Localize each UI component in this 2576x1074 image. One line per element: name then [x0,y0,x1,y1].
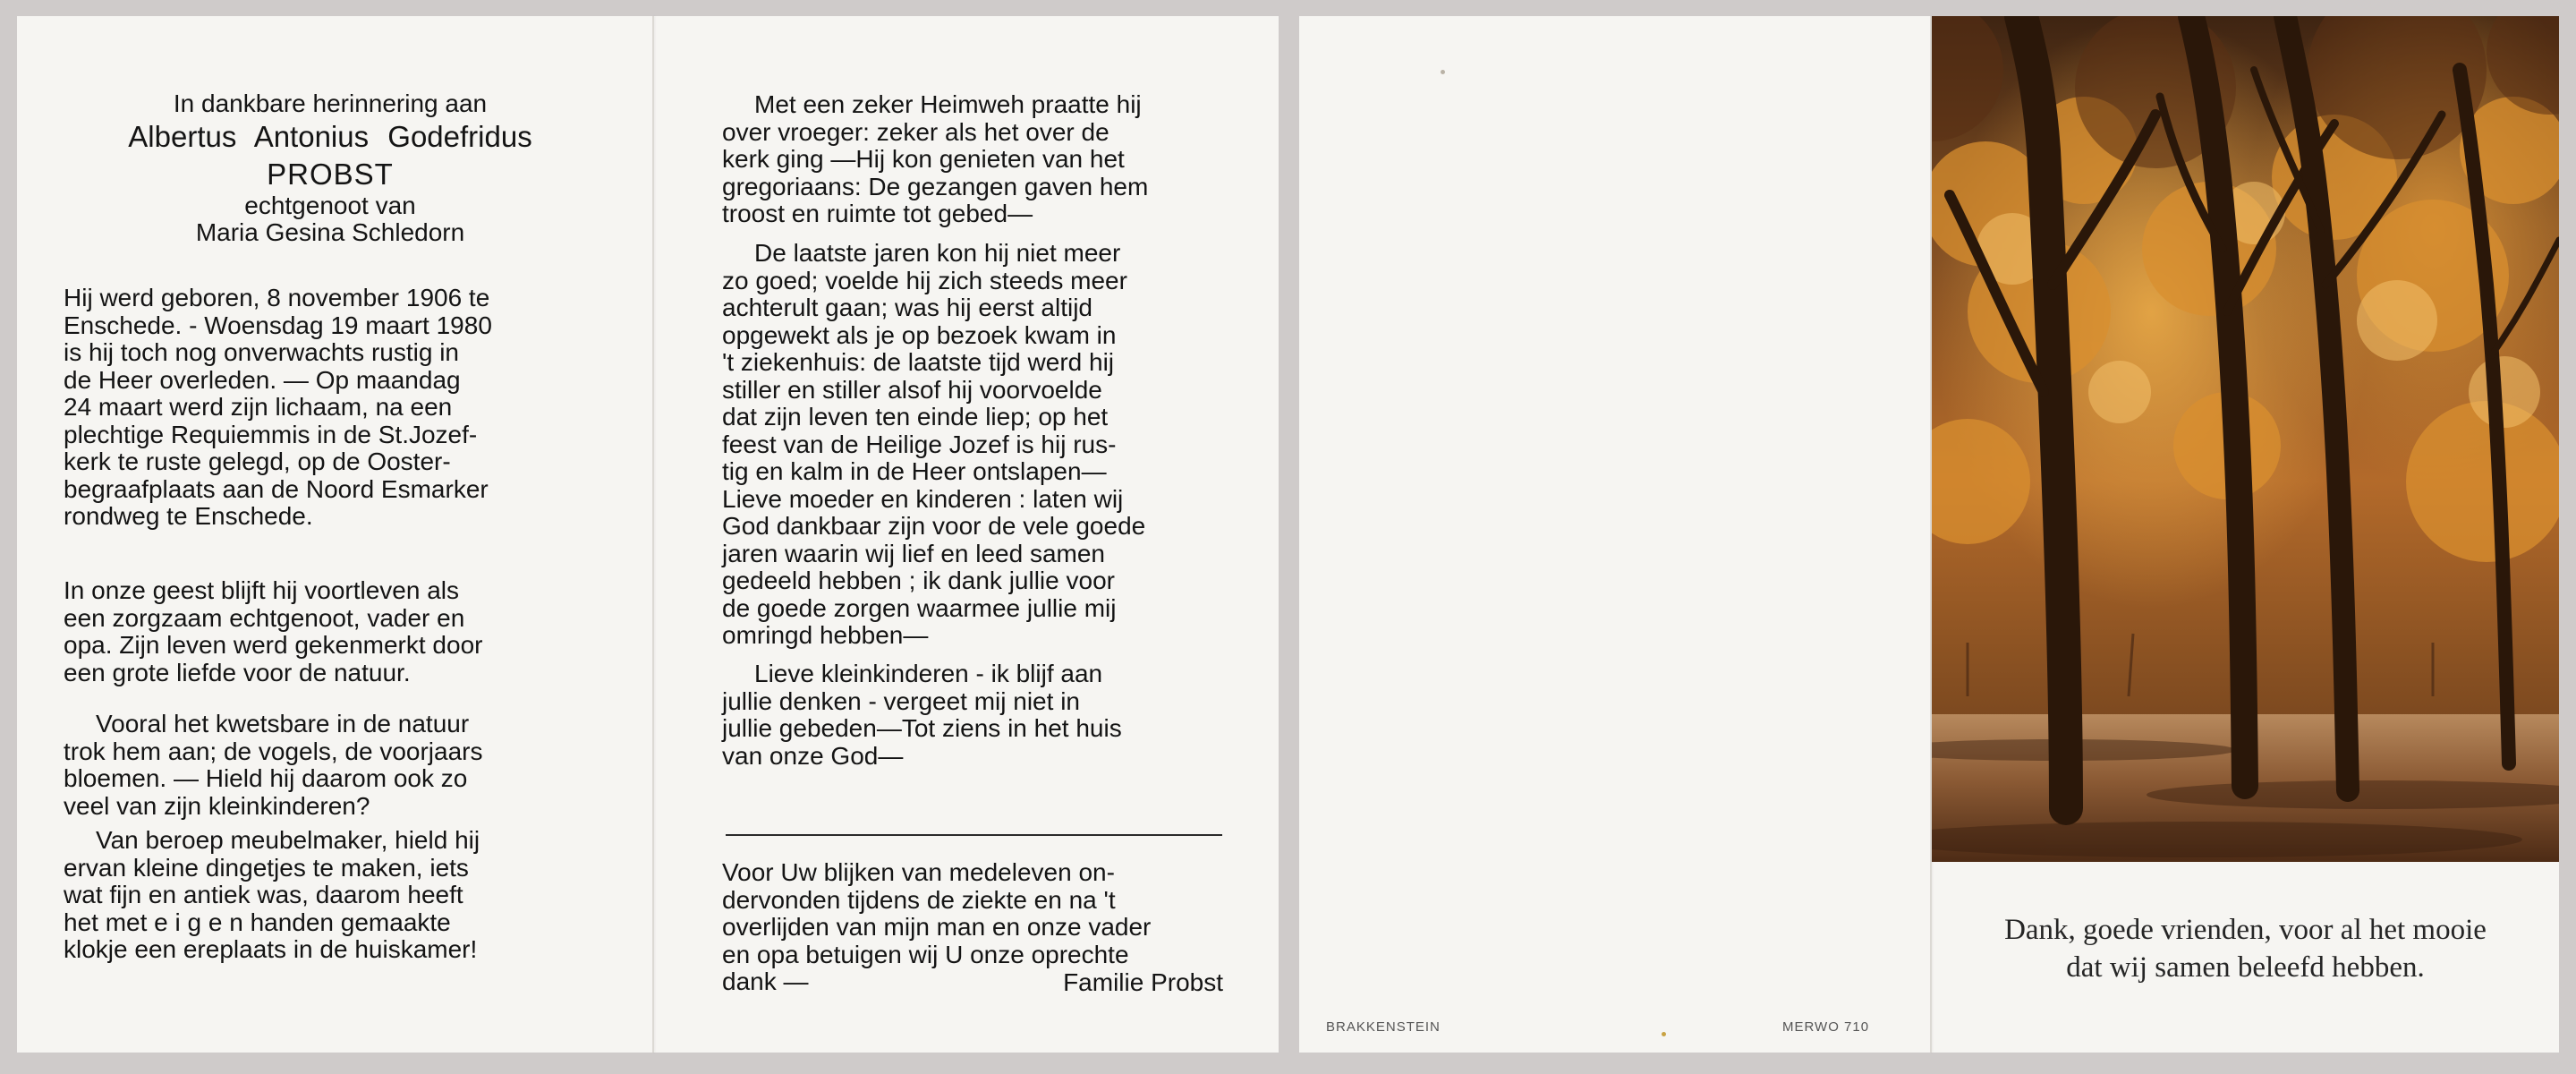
craft-line: wat fijn en antiek was, daarom heeft [64,881,463,908]
final-years-paragraph [722,240,1223,650]
nostalgia-paragraph [722,91,1223,228]
craft-line: klokje een ereplaats in de huiskamer! [64,935,478,963]
grandchildren-line: jullie gebeden—Tot ziens in het huis [722,714,1122,742]
thanks-line: en opa betuigen wij U onze oprechte [722,940,1129,968]
final-years-line: De laatste jaren kon hij niet meer [754,239,1121,267]
biography-line: Hij werd geboren, 8 november 1906 te [64,284,490,311]
section-divider [726,834,1222,836]
final-years-line: opgewekt als je op bezoek kwam in [722,320,1117,349]
craft-line: ervan kleine dingetjes te maken, iets [64,853,469,882]
biography-line: begraafplaats aan de Noord Esmarker [64,474,489,503]
quote-line: Dank, goede vrienden, voor al het mooie [2004,914,2487,946]
nature-line: veel van zijn kleinkinderen? [64,791,370,820]
memorial-quote [1932,911,2559,986]
quote-line: dat wij samen beleefd hebben. [2066,951,2425,984]
publisher-mark: BRAKKENSTEIN [1326,1019,1441,1035]
biography-line: kerk te ruste gelegd, op de Ooster- [64,448,451,475]
biography-line: rondweg te Enschede. [64,502,313,530]
biography-line: Enschede. - Woensdag 19 maart 1980 [64,311,492,339]
grandchildren-line: van onze God— [722,741,904,770]
biography-line: plechtige Requiemmis in de St.Jozef- [64,420,478,448]
family-signature: Familie Probst [1063,967,1223,996]
final-years-line: God dankbaar zijn voor de vele goede [722,512,1146,540]
biography-line: de Heer overleden. — Op maandag [64,365,461,394]
nature-paragraph [64,711,590,820]
spouse-intro: echtgenoot van [244,192,416,219]
biography-line: is hij toch nog onverwachts rustig in [64,338,459,366]
nature-line: bloemen. — Hield hij daarom ook zo [64,764,468,792]
biography-line: 24 maart werd zijn lichaam, na een [64,393,453,421]
thanks-paragraph [722,859,1223,996]
deceased-given-names: Albertus Antonius Godefridus [128,120,532,153]
thanks-line: dervonden tijdens de ziekte en na 't [722,885,1116,914]
autumn-forest-photo [1932,16,2559,862]
nostalgia-line: over vroeger: zeker als het over de [722,117,1109,146]
panel-back [1299,16,1930,1053]
remembrance-line: een zorgzaam echtgenoot, vader en [64,603,465,632]
paper-speck [1441,70,1445,74]
grandchildren-paragraph [722,661,1223,770]
panel-personal-message [654,16,1279,1053]
final-years-line: dat zijn leven ten einde liep; op het [722,403,1109,430]
final-years-line: omringd hebben— [722,621,929,649]
final-years-line: jaren waarin wij lief en leed samen [722,539,1105,567]
thanks-line: Voor Uw blijken van medeleven on- [722,858,1115,886]
nostalgia-line: troost en ruimte tot gebed— [722,200,1033,227]
remembrance-line: opa. Zijn leven werd gekenmerkt door [64,631,483,659]
final-years-line: tig en kalm in de Heer ontslapen— [722,457,1107,485]
memorial-card-outside [1299,16,2559,1053]
grandchildren-line: Lieve kleinkinderen - ik blijf aan [754,660,1103,687]
memorial-intro: In dankbare herinnering aan [173,90,488,117]
craft-line: Van beroep meubelmaker, hield hij [96,826,480,854]
nostalgia-line: gregoriaans: De gezangen gaven hem [722,172,1149,200]
forest-icon [1932,16,2559,862]
final-years-line: gedeeld hebben ; ik dank jullie voor [722,567,1115,594]
panel-memorial-text [17,16,652,1053]
memorial-heading [53,90,608,246]
remembrance-line: In onze geest blijft hij voortleven als [64,576,460,604]
thanks-line: dank — [722,967,809,995]
grandchildren-line: jullie denken - vergeet mij niet in [722,686,1080,715]
spouse-name: Maria Gesina Schledorn [195,218,465,246]
craft-paragraph [64,827,590,964]
final-years-line: feest van de Heilige Jozef is hij rus- [722,430,1117,458]
panel-front [1932,16,2559,1053]
nostalgia-line: Met een zeker Heimweh praatte hij [754,90,1142,118]
final-years-line: zo goed; voelde hij zich steeds meer [722,266,1127,294]
thanks-line: overlijden van mijn man en onze vader [722,913,1152,941]
final-years-line: Lieve moeder en kinderen : laten wij [722,484,1124,513]
biography-paragraph [64,285,590,531]
craft-line: het met e i g e n handen gemaakte [64,908,451,936]
nature-line: trok hem aan; de vogels, de voorjaars [64,737,483,765]
nostalgia-line: kerk ging —Hij kon genieten van het [722,145,1125,173]
nature-line: Vooral het kwetsbare in de natuur [96,710,470,737]
remembrance-line: een grote liefde voor de natuur. [64,658,411,686]
final-years-line: achterult gaan; was hij eerst altijd [722,294,1092,321]
remembrance-paragraph [64,577,590,686]
paper-speck [1662,1032,1666,1036]
product-code: MERWO 710 [1782,1019,1870,1035]
final-years-line: 't ziekenhuis: de laatste tijd werd hij [722,348,1115,376]
memorial-card-inside [17,16,1279,1053]
deceased-surname: PROBST [267,158,394,191]
final-years-line: de goede zorgen waarmee jullie mij [722,593,1117,622]
final-years-line: stiller en stiller alsof hij voorvoelde [722,375,1102,404]
